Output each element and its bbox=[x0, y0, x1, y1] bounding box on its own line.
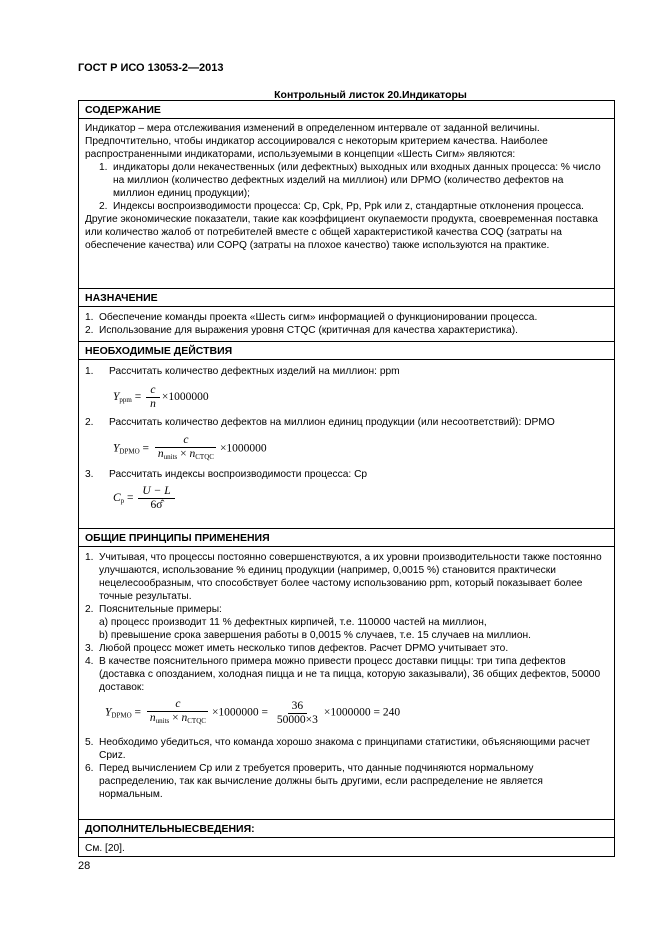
list-item: 3. Любой процесс может иметь несколько типов дефектов. Расчет DPMO учитывает это. bbox=[85, 643, 509, 654]
section-title: ДОПОЛНИТЕЛЬНЫЕСВЕДЕНИЯ: bbox=[79, 820, 614, 838]
section-intro: Индикатор – мера отслеживания изменений в определенном интервале от заданной величины. Предпочтительно, чтобы индикатор ассоциировался с некоторым критерием качества. Наиболее распространенными индикаторами, используемыми в концепции «Шесть Сигм» являются: bbox=[85, 123, 548, 160]
section-content bbox=[79, 101, 614, 287]
list-item: 3. Рассчитать индексы воспроизводимости процесса: Cp bbox=[85, 469, 368, 480]
list-item: 2. Использование для выражения уровня CTQC (критичная для качества характеристика). bbox=[85, 325, 518, 336]
section-title: НАЗНАЧЕНИЕ bbox=[79, 289, 614, 307]
list-item: 5. Необходимо убедиться, что команда хорошо знакома с принципами статистики, объясняющими расчет Cpиz. bbox=[85, 737, 591, 761]
formula-dpmo: $Y_{DPMO}$ = $\frac{c}{n_{units} \times n_{CTQC}}$ ×1000000 bbox=[113, 434, 267, 461]
section-outro: Другие экономические показатели, такие как коэффициент окупаемости продукта, своевременная поставка или количество жалоб от потребителей вместе с общей характеристикой качества COQ (затраты на обеспечение качества) или COPQ (затраты на плохое качество) также используются на практике. bbox=[85, 214, 598, 251]
list-item: 1. индикаторы доли некачественных (или дефектных) выходных или входных данных процесса: % число на миллион (количество дефектных изделий на миллион) или DPMO (количество дефектов на миллион единиц продукции); bbox=[99, 162, 601, 199]
section-additional bbox=[79, 819, 614, 857]
section-purpose bbox=[79, 288, 614, 341]
list-item: 4. В качестве пояснительного примера можно привести процесс доставки пиццы: три типа дефектов (доставка с опозданием, холодная пицца и не та пицца, которую заказывали), 36 общих дефектов, 50000 доставок: bbox=[85, 656, 601, 693]
section-actions bbox=[79, 341, 614, 528]
list-item: 2. Рассчитать количество дефектов на миллион единиц продукции (или несоответствий): DPMO bbox=[85, 417, 555, 428]
section-title: НЕОБХОДИМЫЕ ДЕЙСТВИЯ bbox=[79, 342, 614, 360]
formula-cp: $C_p$ = $\frac{U - L}{6\sigmâ}$ bbox=[113, 485, 606, 515]
list-item: 2. Пояснительные примеры: bbox=[85, 604, 222, 615]
list-item: 1. Учитывая, что процессы постоянно совершенствуются, а их уровни производительности также постоянно улучшаются, использование % единиц продукции (например, 0,0015 %) становится практически нецелесообразным, что способствует более частому использованию ppm, который показывает более точные результаты. bbox=[85, 552, 602, 602]
section-title: СОДЕРЖАНИЕ bbox=[79, 101, 614, 119]
page-number: 28 bbox=[78, 860, 91, 872]
sub-item: a) процесс производит 11 % дефектных кирпичей, т.е. 110000 частей на миллион, bbox=[99, 617, 487, 628]
list-item: 1. Обеспечение команды проекта «Шесть сигм» информацией о функционировании процесса. bbox=[85, 312, 538, 323]
checklist-title: Контрольный листок 20.Индикаторы bbox=[274, 89, 467, 101]
reference-text: См. [20]. bbox=[85, 843, 125, 854]
sub-item: b) превышение срока завершения работы в 0,0015 % случаев, т.е. 15 случаев на миллион. bbox=[99, 630, 531, 641]
list-item: 2. Индексы воспроизводимости процесса: Cp, Cpk, Pp, Ppk или z, стандартные отклонения процесса. bbox=[99, 201, 584, 212]
document-header: ГОСТ Р ИСО 13053-2—2013 bbox=[78, 62, 224, 74]
list-item: 6. Перед вычислением Cp или z требуется проверить, что данные подчиняются нормальному распределению, так как вычисление должны быть другими, если распределение не является нормальным. bbox=[85, 763, 543, 800]
section-title: ОБЩИЕ ПРИНЦИПЫ ПРИМЕНЕНИЯ bbox=[79, 529, 614, 547]
checklist-table bbox=[78, 100, 615, 857]
section-principles bbox=[79, 528, 614, 819]
formula-pizza: $Y_{DPMO}$ = $\frac{c}{n_{units} \times n_{CTQC}}$ ×1000000 = $\frac{36}{50000\times 3}$ ×1000000 = 240 bbox=[105, 698, 401, 726]
list-item: 1. Рассчитать количество дефектных изделий на миллион: ppm bbox=[85, 366, 400, 377]
formula-ppm: $Y_{ppm}$ = $\frac{c}{n}$ ×1000000 bbox=[113, 384, 209, 410]
